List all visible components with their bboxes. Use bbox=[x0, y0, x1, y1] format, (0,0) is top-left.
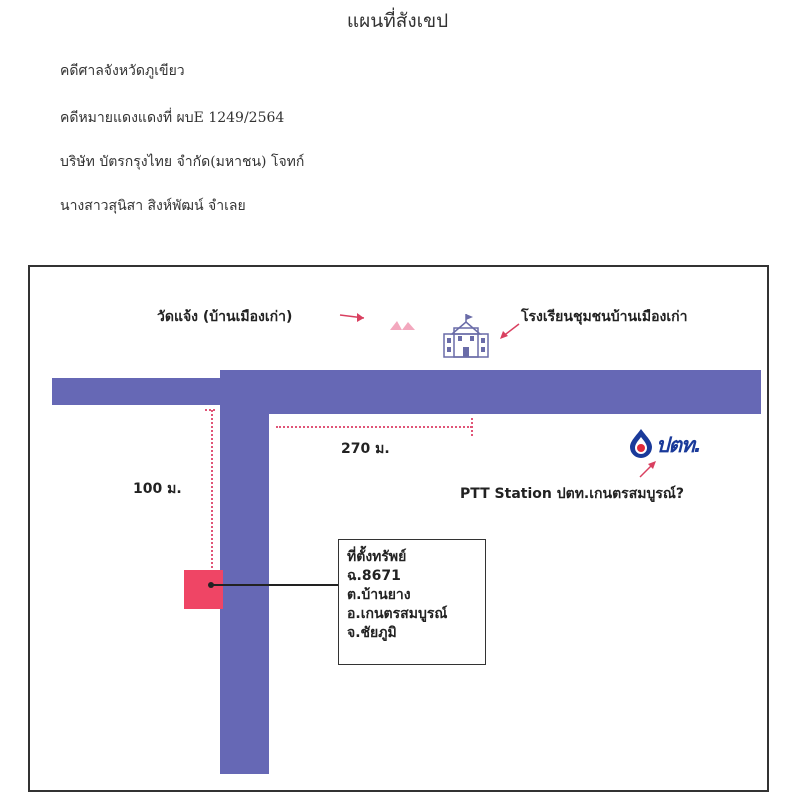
property-info-box bbox=[338, 539, 486, 665]
distance-tick-top bbox=[205, 409, 215, 411]
map-frame bbox=[28, 265, 769, 792]
road-vertical bbox=[220, 370, 269, 774]
case-number: คดีหมายแดงแดงที่ ผบE 1249/2564 bbox=[60, 110, 285, 126]
ptt-arrow bbox=[637, 458, 659, 480]
property-subdistrict: ต.บ้านยาง bbox=[347, 587, 411, 603]
temple-arrow bbox=[338, 310, 368, 324]
distance-tick-right bbox=[471, 418, 473, 436]
gas-station-label: PTT Station ปตท.เกนตรสมบูรณ์? bbox=[460, 486, 684, 502]
property-title: ที่ตั้งทรัพย์ bbox=[347, 549, 407, 565]
court-name: คดีศาลจังหวัดภูเขียว bbox=[60, 63, 185, 79]
school-icon bbox=[442, 312, 490, 360]
plaintiff-name: บริษัท บัตรกรุงไทย จำกัด(มหาชน) โจทก์ bbox=[60, 154, 305, 170]
distance-label-horizontal: 270 ม. bbox=[341, 441, 390, 457]
page-title: แผนที่สังเขป bbox=[346, 10, 449, 32]
property-district: อ.เกนตรสมบูรณ์ bbox=[347, 606, 448, 622]
property-province: จ.ชัยภูมิ bbox=[347, 625, 397, 641]
distance-label-vertical: 100 ม. bbox=[133, 481, 182, 497]
temple-label: วัดแจ้ง (บ้านเมืองเก่า) bbox=[157, 309, 293, 325]
school-arrow bbox=[497, 322, 521, 342]
road-left-segment bbox=[52, 378, 224, 405]
distance-line-horizontal bbox=[276, 426, 472, 428]
road-main-horizontal bbox=[220, 370, 761, 414]
ptt-logo-text: ปตท. bbox=[656, 433, 701, 457]
school-label: โรงเรียนชุมชนบ้านเมืองเก่า bbox=[521, 309, 688, 325]
distance-line-vertical bbox=[211, 410, 213, 568]
ptt-logo-icon bbox=[626, 428, 656, 458]
property-plot bbox=[184, 570, 223, 609]
defendant-name: นางสาวสุนิสา สิงห์พัฒน์ จำเลย bbox=[60, 198, 246, 214]
temple-icon bbox=[388, 318, 418, 332]
leader-line bbox=[211, 584, 339, 586]
property-deed-number: ฉ.8671 bbox=[347, 568, 401, 584]
